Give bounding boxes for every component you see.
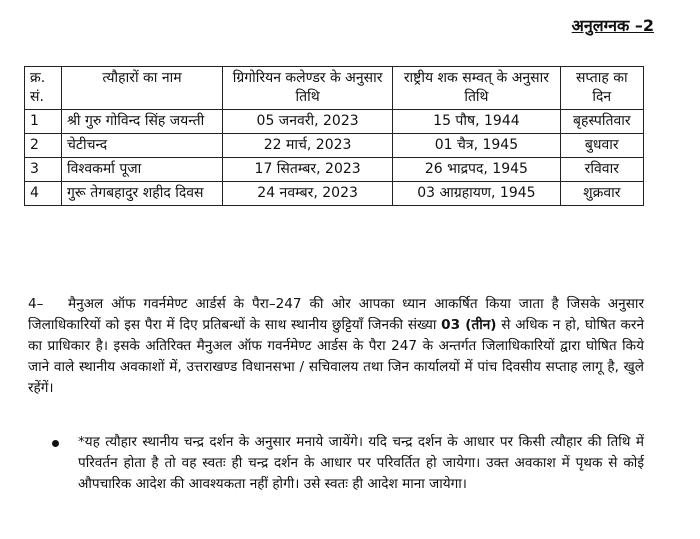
row-weekday: बृहस्पतिवार bbox=[560, 110, 643, 134]
row-sn: 4 bbox=[25, 182, 62, 206]
bullet-note-text: *यह त्यौहार स्थानीय चन्द्र दर्शन के अनुसार मनाये जायेंगे। यदि चन्द्र दर्शन के आधार पर किसी त्यौहार की तिथि में परिवर्तन होता है तो वह स्वतः ही चन्द्र दर्शन के आधार पर परिवर्तित हो जायेगा। उक्त अवकाश में पृथक से कोई औपचारिक आदेश की आवश्यकता नहीं होगी। उसे स्वतः ही आदेश माना जायेगा। bbox=[78, 434, 644, 492]
row-sn: 2 bbox=[25, 134, 62, 158]
header-weekday: सप्ताह का दिन bbox=[560, 67, 643, 110]
row-gregorian-date: 24 नवम्बर, 2023 bbox=[223, 182, 393, 206]
holiday-table bbox=[24, 66, 644, 206]
table-header-row bbox=[25, 67, 644, 110]
row-gregorian-date: 22 मार्च, 2023 bbox=[223, 134, 393, 158]
row-festival: विश्वकर्मा पूजा bbox=[62, 158, 223, 182]
table-row bbox=[25, 158, 644, 182]
header-shaka-date: राष्ट्रीय शक सम्वत् के अनुसार तिथि bbox=[393, 67, 560, 110]
header-festival: त्यौहारों का नाम bbox=[62, 67, 223, 110]
bullet-icon bbox=[52, 440, 59, 447]
row-sn: 3 bbox=[25, 158, 62, 182]
row-festival: चेटीचन्द bbox=[62, 134, 223, 158]
row-gregorian-date: 17 सितम्बर, 2023 bbox=[223, 158, 393, 182]
row-gregorian-date: 05 जनवरी, 2023 bbox=[223, 110, 393, 134]
row-shaka-date: 01 चैत्र, 1945 bbox=[393, 134, 560, 158]
row-weekday: बुधवार bbox=[560, 134, 643, 158]
header-gregorian-date: ग्रिगोरियन कलेण्डर के अनुसार तिथि bbox=[223, 67, 393, 110]
row-shaka-date: 26 भाद्रपद, 1945 bbox=[393, 158, 560, 182]
row-festival: गुरू तेगबहादुर शहीद दिवस bbox=[62, 182, 223, 206]
bullet-note bbox=[56, 432, 644, 495]
row-festival: श्री गुरु गोविन्द सिंह जयन्ती bbox=[62, 110, 223, 134]
row-shaka-date: 03 आग्रहायण, 1945 bbox=[393, 182, 560, 206]
row-shaka-date: 15 पौष, 1944 bbox=[393, 110, 560, 134]
row-sn: 1 bbox=[25, 110, 62, 134]
header-sn: क्र. सं. bbox=[25, 67, 62, 110]
paragraph-text-end: से अधिक न हो, घोषित करने का प्राधिकार है। इसके अतिरिक्त मैनुअल ऑफ गवर्नमेण्ट आर्डस के पैरा 247 के अन्तर्गत जिलाधिकारियों द्वारा घोषित किये जाने वाले स्थानीय अवकाशों में, उत्तराखण्ड विधानसभा / सचिवालय तथा जिन कार्यालयों में पांच दिवसीय सप्ताह लागू है, खुले रहेंगें। bbox=[28, 317, 645, 396]
paragraph-4 bbox=[28, 294, 644, 399]
paragraph-number: 4– bbox=[28, 296, 44, 312]
annexure-label: अनुलग्नक –2 bbox=[571, 16, 654, 35]
table-row bbox=[25, 110, 644, 134]
row-weekday: रविवार bbox=[560, 158, 643, 182]
row-weekday: शुक्रवार bbox=[560, 182, 643, 206]
paragraph-bold-count: 03 (तीन) bbox=[441, 317, 497, 333]
paragraph-text-start: मैनुअल ऑफ गवर्नमेण्ट आर्डर्स के पैरा–247 की ओर आपका ध्यान आकर्षित किया जाता है जिसके अनुसार जिलाधिकारियों को इस पैरा में दिए प्रतिबन्धों के साथ स्थानीय छुट्टियाँ जिनकी संख्या bbox=[28, 296, 644, 333]
table-row bbox=[25, 134, 644, 158]
table-row bbox=[25, 182, 644, 206]
